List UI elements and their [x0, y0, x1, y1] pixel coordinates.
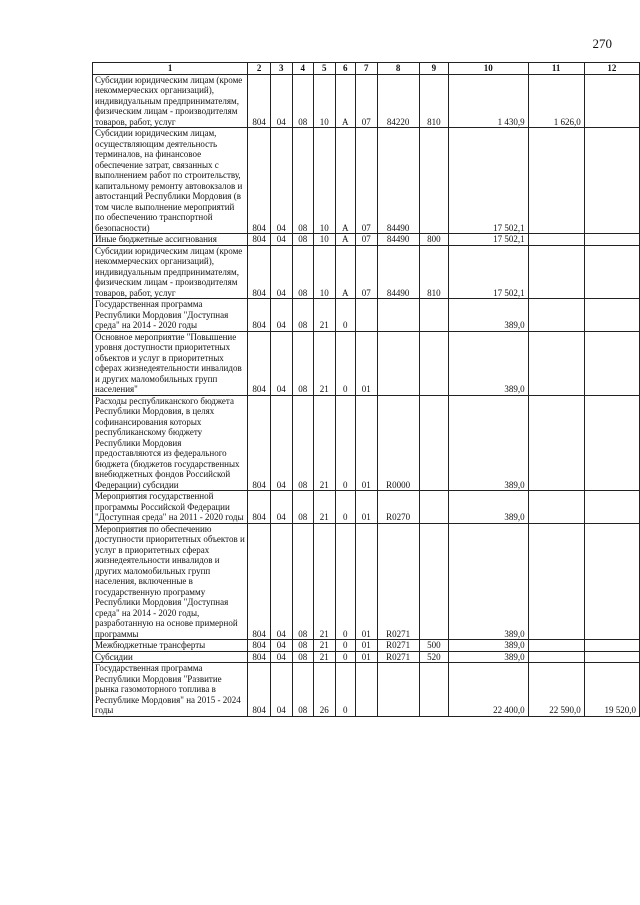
- amount-col-12: [584, 128, 639, 234]
- amount-col-10: 17 502,1: [448, 128, 528, 234]
- column-header: 3: [271, 63, 293, 75]
- column-header: 1: [93, 63, 248, 75]
- table-row: [93, 523, 640, 640]
- section-code: 04: [271, 128, 293, 234]
- program-code: 26: [314, 663, 336, 717]
- section-code: 04: [271, 245, 293, 299]
- subprogram-code: 0: [335, 640, 355, 652]
- column-header: 8: [377, 63, 419, 75]
- amount-col-12: [584, 74, 639, 128]
- column-header: 2: [248, 63, 271, 75]
- amount-col-10: 22 400,0: [448, 663, 528, 717]
- amount-col-11: [528, 651, 584, 663]
- row-name: Государственная программа Республики Мордовия "Развитие рынка газомоторного топлива в Республике Мордовия" на 2015 - 2024 годы: [93, 663, 248, 717]
- direction-code: R0271: [377, 640, 419, 652]
- table-row: [93, 491, 640, 524]
- event-code: [355, 299, 377, 332]
- table-row: [93, 663, 640, 717]
- amount-col-10: 17 502,1: [448, 245, 528, 299]
- subsection-code: 08: [292, 491, 314, 524]
- table-row: [93, 128, 640, 234]
- expense-type-code: [419, 523, 448, 640]
- expense-type-code: [419, 299, 448, 332]
- row-name: Иные бюджетные ассигнования: [93, 234, 248, 246]
- admin-code: 804: [248, 245, 271, 299]
- amount-col-12: [584, 395, 639, 491]
- direction-code: [377, 331, 419, 395]
- amount-col-10: 1 430,9: [448, 74, 528, 128]
- subsection-code: 08: [292, 331, 314, 395]
- table-header-row: [93, 63, 640, 75]
- amount-col-11: [528, 128, 584, 234]
- program-code: 10: [314, 74, 336, 128]
- column-header: 11: [528, 63, 584, 75]
- subsection-code: 08: [292, 663, 314, 717]
- column-header: 7: [355, 63, 377, 75]
- column-header: 10: [448, 63, 528, 75]
- direction-code: R0000: [377, 395, 419, 491]
- subprogram-code: 0: [335, 491, 355, 524]
- subsection-code: 08: [292, 395, 314, 491]
- row-name: Расходы республиканского бюджета Республики Мордовия, в целях софинансирования которых республиканскому бюджету Республики Мордовия предоставляются из федерального бюджета (бюджетов государственных внебюджетных фондов Российской Федерации) субсидии: [93, 395, 248, 491]
- admin-code: 804: [248, 663, 271, 717]
- amount-col-11: [528, 245, 584, 299]
- expense-type-code: 500: [419, 640, 448, 652]
- program-code: 10: [314, 234, 336, 246]
- subsection-code: 08: [292, 651, 314, 663]
- event-code: [355, 663, 377, 717]
- admin-code: 804: [248, 523, 271, 640]
- event-code: 01: [355, 491, 377, 524]
- direction-code: 84490: [377, 128, 419, 234]
- table-row: [93, 234, 640, 246]
- expense-type-code: 800: [419, 234, 448, 246]
- expense-type-code: [419, 128, 448, 234]
- column-header: 6: [335, 63, 355, 75]
- row-name: Основное мероприятие "Повышение уровня доступности приоритетных объектов и услуг в приоритетных сферах жизнедеятельности инвалидов и других маломобильных групп населения": [93, 331, 248, 395]
- direction-code: [377, 663, 419, 717]
- expense-type-code: 520: [419, 651, 448, 663]
- budget-table: [92, 62, 640, 717]
- table-row: [93, 299, 640, 332]
- row-name: Субсидии юридическим лицам (кроме некоммерческих организаций), индивидуальным предпринимателям, физическим лицам - производителям товаров, работ, услуг: [93, 245, 248, 299]
- program-code: 21: [314, 640, 336, 652]
- expense-type-code: 810: [419, 245, 448, 299]
- amount-col-12: [584, 299, 639, 332]
- subprogram-code: А: [335, 234, 355, 246]
- subprogram-code: А: [335, 128, 355, 234]
- section-code: 04: [271, 331, 293, 395]
- amount-col-10: 389,0: [448, 640, 528, 652]
- column-header: 5: [314, 63, 336, 75]
- event-code: 01: [355, 651, 377, 663]
- section-code: 04: [271, 491, 293, 524]
- subsection-code: 08: [292, 234, 314, 246]
- amount-col-11: 1 626,0: [528, 74, 584, 128]
- table-row: [93, 331, 640, 395]
- amount-col-10: 389,0: [448, 395, 528, 491]
- event-code: 01: [355, 331, 377, 395]
- subsection-code: 08: [292, 245, 314, 299]
- subsection-code: 08: [292, 128, 314, 234]
- amount-col-11: [528, 299, 584, 332]
- direction-code: R0271: [377, 651, 419, 663]
- event-code: 01: [355, 640, 377, 652]
- row-name: Субсидии юридическим лицам, осуществляющим деятельность терминалов, на финансовое обеспечение затрат, связанных с выполнением работ по строительству, капитальному ремонту автовокзалов и автостанций Республики Мордовия (в том числе выполнение мероприятий по обеспечению транспортной безопасности): [93, 128, 248, 234]
- row-name: Субсидии: [93, 651, 248, 663]
- amount-col-12: 19 520,0: [584, 663, 639, 717]
- admin-code: 804: [248, 128, 271, 234]
- table-row: [93, 74, 640, 128]
- admin-code: 804: [248, 640, 271, 652]
- subprogram-code: 0: [335, 395, 355, 491]
- section-code: 04: [271, 234, 293, 246]
- amount-col-10: 17 502,1: [448, 234, 528, 246]
- subsection-code: 08: [292, 299, 314, 332]
- amount-col-12: [584, 245, 639, 299]
- section-code: 04: [271, 663, 293, 717]
- subprogram-code: А: [335, 245, 355, 299]
- subprogram-code: 0: [335, 663, 355, 717]
- expense-type-code: [419, 331, 448, 395]
- column-header: 9: [419, 63, 448, 75]
- amount-col-11: 22 590,0: [528, 663, 584, 717]
- direction-code: R0271: [377, 523, 419, 640]
- row-name: Мероприятия по обеспечению доступности приоритетных объектов и услуг в приоритетных сферах жизнедеятельности инвалидов и других маломобильных групп населения, включенные в государственную программу Республики Мордовия "Доступная среда" на 2014 - 2020 годы, разработанную на основе примерной программы: [93, 523, 248, 640]
- amount-col-11: [528, 523, 584, 640]
- expense-type-code: [419, 395, 448, 491]
- event-code: 07: [355, 234, 377, 246]
- event-code: 01: [355, 523, 377, 640]
- event-code: 01: [355, 395, 377, 491]
- table-row: [93, 245, 640, 299]
- subprogram-code: А: [335, 74, 355, 128]
- subsection-code: 08: [292, 640, 314, 652]
- amount-col-12: [584, 234, 639, 246]
- amount-col-11: [528, 491, 584, 524]
- program-code: 10: [314, 245, 336, 299]
- section-code: 04: [271, 651, 293, 663]
- table-row: [93, 640, 640, 652]
- admin-code: 804: [248, 234, 271, 246]
- column-header: 4: [292, 63, 314, 75]
- table-row: [93, 651, 640, 663]
- amount-col-10: 389,0: [448, 299, 528, 332]
- admin-code: 804: [248, 299, 271, 332]
- section-code: 04: [271, 395, 293, 491]
- program-code: 21: [314, 395, 336, 491]
- program-code: 21: [314, 651, 336, 663]
- program-code: 10: [314, 128, 336, 234]
- program-code: 21: [314, 299, 336, 332]
- amount-col-12: [584, 640, 639, 652]
- program-code: 21: [314, 523, 336, 640]
- amount-col-11: [528, 640, 584, 652]
- amount-col-11: [528, 395, 584, 491]
- amount-col-10: 389,0: [448, 523, 528, 640]
- subprogram-code: 0: [335, 651, 355, 663]
- amount-col-10: 389,0: [448, 651, 528, 663]
- amount-col-10: 389,0: [448, 491, 528, 524]
- page-number: 270: [592, 36, 612, 51]
- admin-code: 804: [248, 491, 271, 524]
- expense-type-code: [419, 491, 448, 524]
- amount-col-10: 389,0: [448, 331, 528, 395]
- event-code: 07: [355, 245, 377, 299]
- row-name: Субсидии юридическим лицам (кроме некоммерческих организаций), индивидуальным предпринимателям, физическим лицам - производителям товаров, работ, услуг: [93, 74, 248, 128]
- direction-code: 84220: [377, 74, 419, 128]
- event-code: 07: [355, 74, 377, 128]
- subprogram-code: 0: [335, 523, 355, 640]
- section-code: 04: [271, 640, 293, 652]
- direction-code: [377, 299, 419, 332]
- direction-code: 84490: [377, 245, 419, 299]
- row-name: Государственная программа Республики Мордовия "Доступная среда" на 2014 - 2020 годы: [93, 299, 248, 332]
- program-code: 21: [314, 491, 336, 524]
- event-code: 07: [355, 128, 377, 234]
- subsection-code: 08: [292, 74, 314, 128]
- admin-code: 804: [248, 651, 271, 663]
- amount-col-12: [584, 523, 639, 640]
- amount-col-12: [584, 491, 639, 524]
- subprogram-code: 0: [335, 299, 355, 332]
- amount-col-11: [528, 331, 584, 395]
- amount-col-12: [584, 331, 639, 395]
- section-code: 04: [271, 523, 293, 640]
- subsection-code: 08: [292, 523, 314, 640]
- section-code: 04: [271, 74, 293, 128]
- admin-code: 804: [248, 74, 271, 128]
- amount-col-11: [528, 234, 584, 246]
- amount-col-12: [584, 651, 639, 663]
- row-name: Мероприятия государственной программы Российской Федерации "Доступная среда" на 2011 - 2020 годы: [93, 491, 248, 524]
- section-code: 04: [271, 299, 293, 332]
- admin-code: 804: [248, 395, 271, 491]
- expense-type-code: [419, 663, 448, 717]
- subprogram-code: 0: [335, 331, 355, 395]
- column-header: 12: [584, 63, 639, 75]
- expense-type-code: 810: [419, 74, 448, 128]
- direction-code: 84490: [377, 234, 419, 246]
- program-code: 21: [314, 331, 336, 395]
- row-name: Межбюджетные трансферты: [93, 640, 248, 652]
- admin-code: 804: [248, 331, 271, 395]
- direction-code: R0270: [377, 491, 419, 524]
- table-row: [93, 395, 640, 491]
